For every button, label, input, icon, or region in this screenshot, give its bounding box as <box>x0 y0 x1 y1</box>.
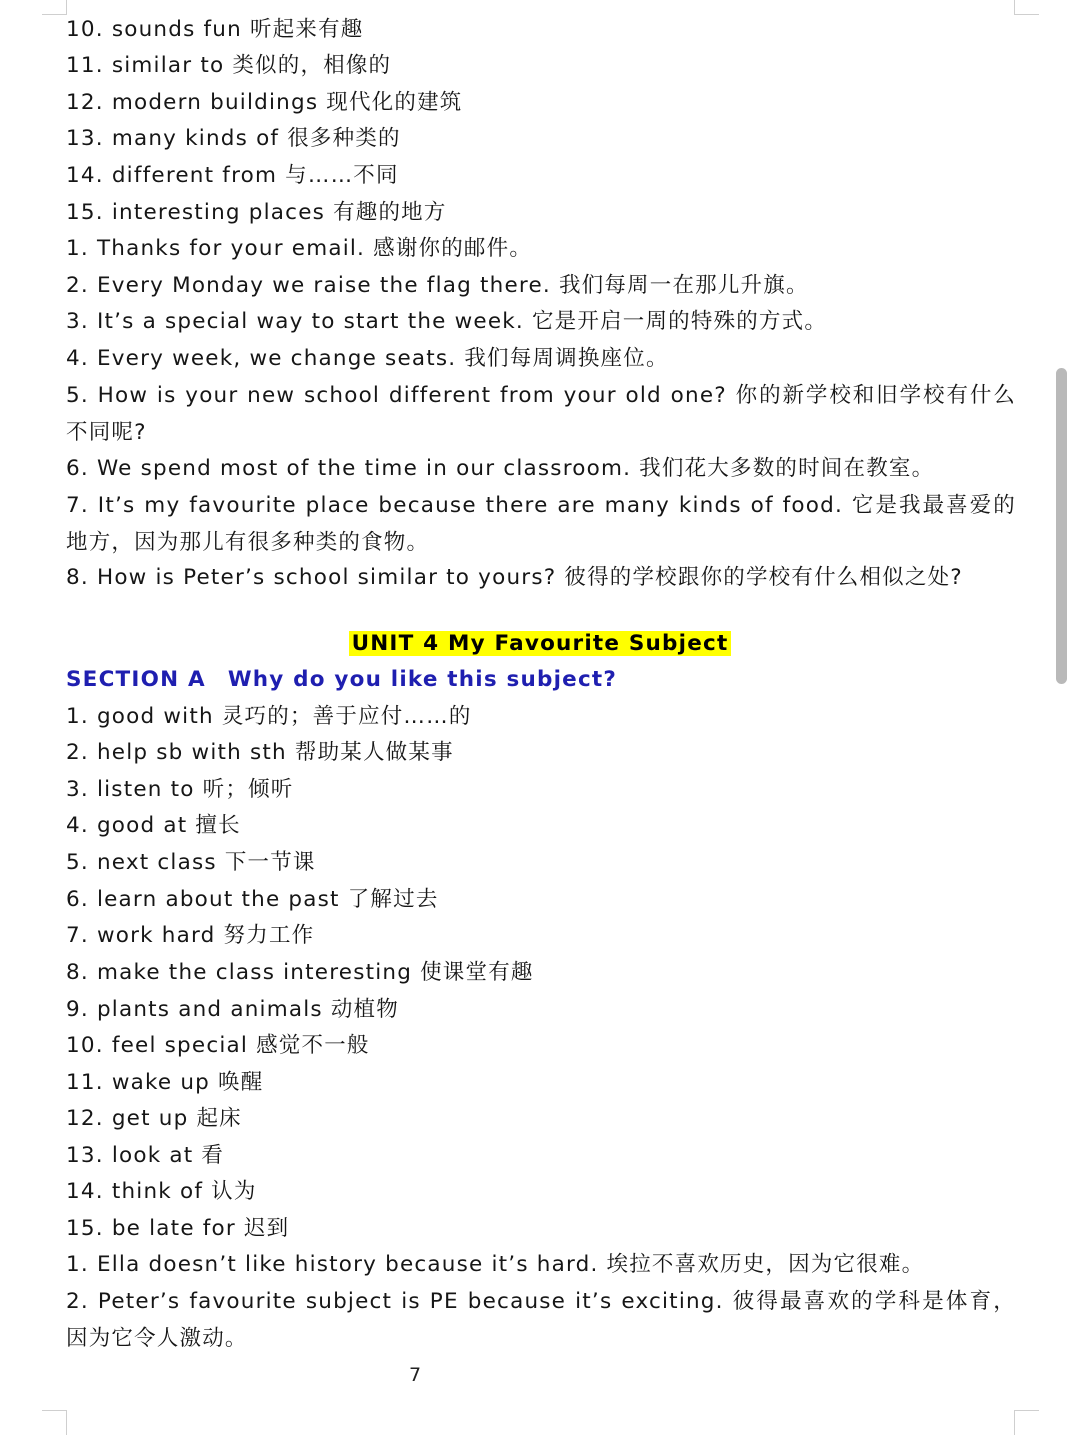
vocab-line: 2. help sb with sth 帮助某人做某事 <box>66 740 454 765</box>
vocab-line: 13. look at 看 <box>66 1143 225 1168</box>
crop-mark-top-right <box>1014 0 1039 15</box>
vocab-line: 15. be late for 迟到 <box>66 1216 290 1241</box>
vocab-line: 9. plants and animals 动植物 <box>66 997 399 1022</box>
section-label: SECTION A <box>66 667 206 692</box>
sentence-line: 2. Peter’s favourite subject is PE because it’s exciting. 彼得最喜欢的学科是体育，因为它令人激动。 <box>66 1289 1016 1351</box>
vocab-line: 11. similar to 类似的，相像的 <box>66 53 392 78</box>
vocab-line: 11. wake up 唤醒 <box>66 1070 264 1095</box>
vocab-line: 5. next class 下一节课 <box>66 850 316 875</box>
sentence-line: 6. We spend most of the time in our classroom. 我们花大多数的时间在教室。 <box>66 456 935 481</box>
sentence-line: 1. Ella doesn’t like history because it’s hard. 埃拉不喜欢历史，因为它很难。 <box>66 1252 925 1277</box>
page-number: 7 <box>408 1364 422 1386</box>
sentence-line: 4. Every week, we change seats. 我们每周调换座位。 <box>66 346 669 371</box>
crop-mark-top-left <box>42 0 67 15</box>
vocab-line: 14. different from 与……不同 <box>66 163 399 188</box>
section-heading <box>66 666 617 694</box>
section-question: Why do you like this subject? <box>227 667 618 692</box>
vocab-line: 15. interesting places 有趣的地方 <box>66 200 447 225</box>
vocab-line: 10. feel special 感觉不一般 <box>66 1033 370 1058</box>
vocab-line: 6. learn about the past 了解过去 <box>66 887 439 912</box>
sentence-line: 5. How is your new school different from your old one? 你的新学校和旧学校有什么不同呢? <box>66 383 1016 445</box>
scrollbar-thumb[interactable] <box>1056 368 1067 684</box>
sentence-line: 7. It’s my favourite place because there are many kinds of food. 它是我最喜爱的地方，因为那儿有很多种类的食物。 <box>66 493 1016 555</box>
vocab-line: 12. get up 起床 <box>66 1106 242 1131</box>
sentence-line: 2. Every Monday we raise the flag there. 我们每周一在那儿升旗。 <box>66 273 809 298</box>
vocab-line: 7. work hard 努力工作 <box>66 923 315 948</box>
sentence-line: 1. Thanks for your email. 感谢你的邮件。 <box>66 236 533 261</box>
unit-title-text: UNIT 4 My Favourite Subject <box>349 631 732 656</box>
crop-mark-bottom-right <box>1014 1410 1039 1435</box>
crop-mark-bottom-left <box>42 1410 67 1435</box>
vocab-line: 1. good with 灵巧的；善于应付……的 <box>66 704 472 729</box>
sentence-line: 3. It’s a special way to start the week. 它是开启一周的特殊的方式。 <box>66 309 828 334</box>
vocab-line: 3. listen to 听；倾听 <box>66 777 294 802</box>
vocab-line: 8. make the class interesting 使课堂有趣 <box>66 960 534 985</box>
vocab-line: 10. sounds fun 听起来有趣 <box>66 17 364 42</box>
vocab-line: 4. good at 擅长 <box>66 813 241 838</box>
vocab-line: 13. many kinds of 很多种类的 <box>66 126 401 151</box>
unit-title <box>0 630 1080 658</box>
vocab-line: 14. think of 认为 <box>66 1179 257 1204</box>
vocab-line: 12. modern buildings 现代化的建筑 <box>66 90 463 115</box>
sentence-line: 8. How is Peter’s school similar to yours? 彼得的学校跟你的学校有什么相似之处? <box>66 565 963 590</box>
